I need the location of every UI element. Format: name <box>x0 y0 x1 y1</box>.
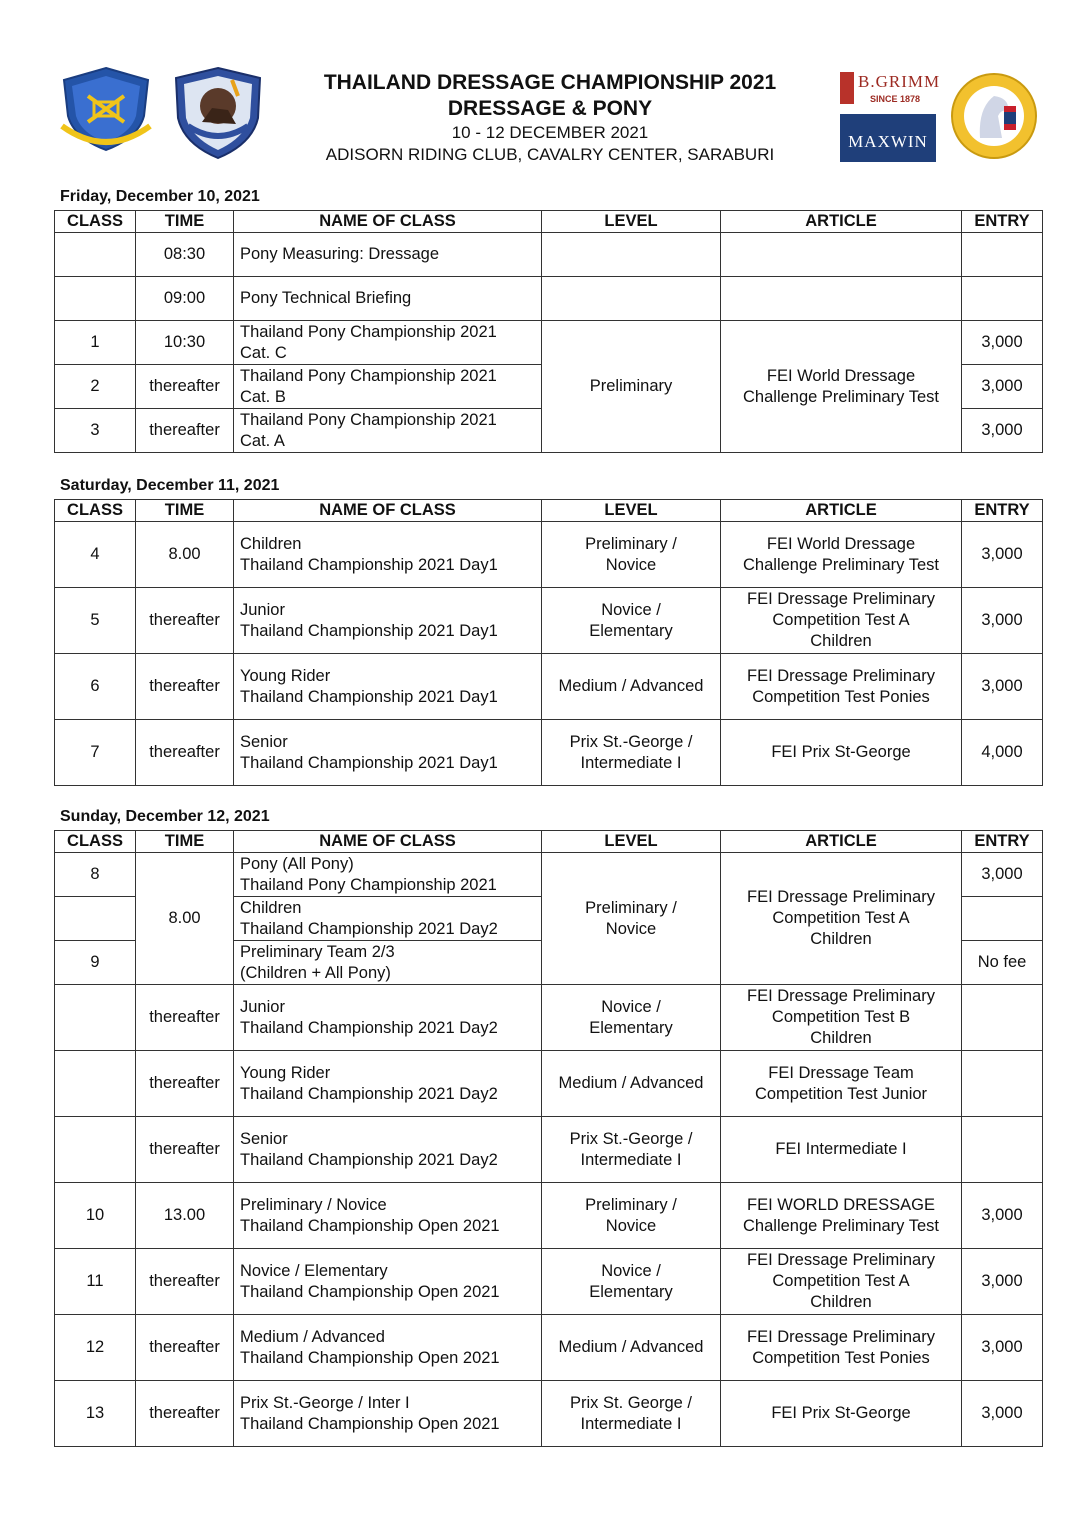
event-title-block <box>300 70 800 166</box>
event-venue: ADISORN RIDING CLUB, CAVALRY CENTER, SARABURI <box>325 145 775 164</box>
table-row: 08:30 Pony Measuring: Dressage <box>55 233 1043 277</box>
sunday-schedule-table <box>54 830 1043 1447</box>
saturday-schedule-table <box>54 499 1043 786</box>
table-row: thereafter Senior Thailand Championship 2021 Day2 Prix St.-George / Intermediate I FEI Intermediate I <box>55 1117 1043 1183</box>
table-row: 7 thereafter Senior Thailand Championship 2021 Day1 Prix St.-George / Intermediate I FEI Prix St-George 4,000 <box>55 720 1043 786</box>
table-row: 1 10:30 Thailand Pony Championship 2021 Cat. C Preliminary FEI World Dressage Challenge Preliminary Test 3,000 <box>55 321 1043 365</box>
table-row: 11 thereafter Novice / Elementary Thailand Championship Open 2021 Novice / Elementary FEI Dressage Preliminary Competition Test A Children 3,000 <box>55 1249 1043 1315</box>
table-row: 10 13.00 Preliminary / Novice Thailand Championship Open 2021 Preliminary / Novice FEI WORLD DRESSAGE Challenge Preliminary Test 3,000 <box>55 1183 1043 1249</box>
table-row: thereafter Young Rider Thailand Championship 2021 Day2 Medium / Advanced FEI Dressage Team Competition Test Junior <box>55 1051 1043 1117</box>
table-row: 13 thereafter Prix St.-George / Inter I Thailand Championship Open 2021 Prix St. George / Intermediate I FEI Prix St-George 3,000 <box>55 1381 1043 1447</box>
bgrimm-mark-icon <box>840 72 854 104</box>
friday-heading: Friday, December 10, 2021 <box>60 188 260 205</box>
sunday-heading: Sunday, December 12, 2021 <box>60 808 270 825</box>
table-row: Children Thailand Championship 2021 Day2 <box>55 897 1043 941</box>
table-row: 8 8.00 Pony (All Pony) Thailand Pony Championship 2021 Preliminary / Novice FEI Dressage Preliminary Competition Test A Children 3,000 <box>55 853 1043 897</box>
riding-club-logo <box>172 66 264 160</box>
table-row: 3 thereafter Thailand Pony Championship 2021 Cat. A 3,000 <box>55 409 1043 453</box>
table-row: 09:00 Pony Technical Briefing <box>55 277 1043 321</box>
table-header-row: CLASS TIME NAME OF CLASS LEVEL ARTICLE ENTRY <box>55 500 1043 522</box>
table-row: 9 Preliminary Team 2/3 (Children + All Pony) No fee <box>55 941 1043 985</box>
table-row: 4 8.00 Children Thailand Championship 2021 Day1 Preliminary / Novice FEI World Dressage Challenge Preliminary Test 3,000 <box>55 522 1043 588</box>
maxwin-logo: MAXWIN <box>840 114 936 162</box>
saturday-heading: Saturday, December 11, 2021 <box>60 477 280 494</box>
friday-schedule-table <box>54 210 1043 453</box>
event-subtitle: DRESSAGE & PONY <box>447 97 653 120</box>
table-header-row: CLASS TIME NAME OF CLASS LEVEL ARTICLE ENTRY <box>55 831 1043 853</box>
event-dates: 10 - 12 DECEMBER 2021 <box>451 123 649 142</box>
table-row: 2 thereafter Thailand Pony Championship 2021 Cat. B 3,000 <box>55 365 1043 409</box>
equestrian-federation-logo <box>950 72 1038 160</box>
event-title: THAILAND DRESSAGE CHAMPIONSHIP 2021 <box>323 71 777 94</box>
table-row: thereafter Junior Thailand Championship 2021 Day2 Novice / Elementary FEI Dressage Preliminary Competition Test B Children <box>55 985 1043 1051</box>
table-row: 5 thereafter Junior Thailand Championship 2021 Day1 Novice / Elementary FEI Dressage Preliminary Competition Test A Children 3,000 <box>55 588 1043 654</box>
table-header-row: CLASS TIME NAME OF CLASS LEVEL ARTICLE ENTRY <box>55 211 1043 233</box>
table-row: 6 thereafter Young Rider Thailand Championship 2021 Day1 Medium / Advanced FEI Dressage Preliminary Competition Test Ponies 3,000 <box>55 654 1043 720</box>
document-header <box>0 0 1076 180</box>
cavalry-shield-logo <box>58 66 154 152</box>
bgrimm-logo: B.GRIMM SINCE 1878 <box>840 72 938 112</box>
table-row: 12 thereafter Medium / Advanced Thailand Championship Open 2021 Medium / Advanced FEI Dressage Preliminary Competition Test Ponies 3,000 <box>55 1315 1043 1381</box>
